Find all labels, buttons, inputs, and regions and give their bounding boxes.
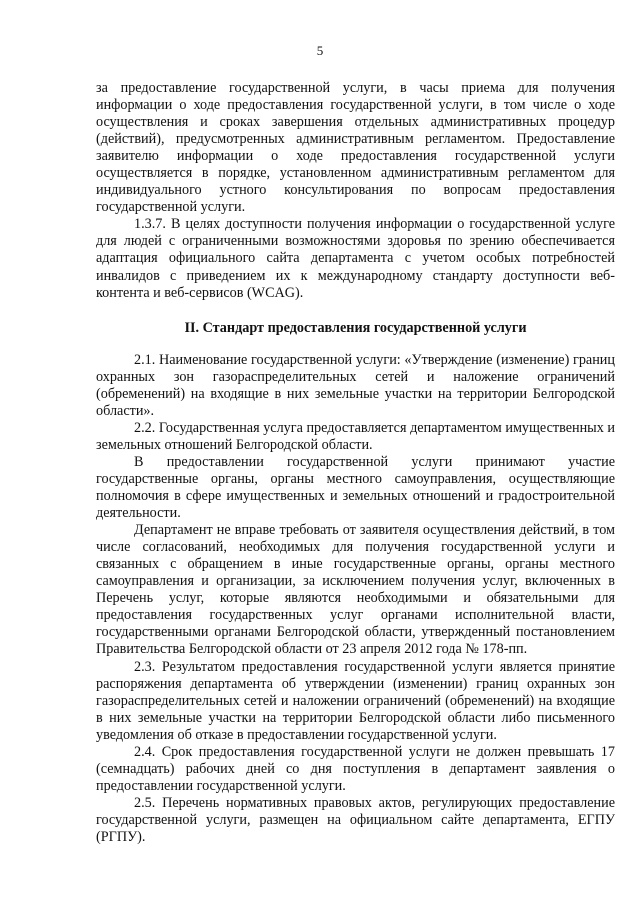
paragraph-2-5: 2.5. Перечень нормативных правовых актов, регулирующих предоставление государственной услуги, размещен на официальном сайте департамента, ЕГПУ (РГПУ). xyxy=(96,794,615,845)
section-heading: II. Стандарт предоставления государственной услуги xyxy=(184,319,527,336)
paragraph-2-4: 2.4. Срок предоставления государственной услуги не должен превышать 17 (семнадцать) рабочих дней со дня поступления в департамент заявления о предоставлении государственной услуги. xyxy=(96,743,615,794)
paragraph-continuation: за предоставление государственной услуги, в часы приема для получения информации о ходе предоставления государственной услуги, в том числе о ходе осуществления и сроках завершения отдельных административных процедур (действий), предусмотренных административным регламентом. Предоставление заявителю информации о ходе предоставления государственной услуги осуществляется в порядке, установленном административным регламентом для индивидуального устного консультирования по вопросам предоставления государственной услуги. xyxy=(96,80,615,216)
paragraph-2-3: 2.3. Результатом предоставления государственной услуги является принятие распоряжения департамента об утверждении (изменении) границ охранных зон газораспределительных сетей и наложении ограничений (обременений) на входящие в них земельные участки на территории Белгородской области либо письменного уведомления об отказе в предоставлении государственной услуги. xyxy=(96,658,615,743)
document-body xyxy=(96,80,615,846)
paragraph-1-3-7: 1.3.7. В целях доступности получения информации о государственной услуге для людей с ограниченными возможностями здоровья по зрению обеспечивается адаптация официального сайта департамента с учетом особых потребностей инвалидов с приведением их к международному стандарту доступности веб-контента и веб-сервисов (WCAG). xyxy=(96,216,615,301)
paragraph-department-restrictions: Департамент не вправе требовать от заявителя осуществления действий, в том числе согласований, необходимых для получения государственной услуги и связанных с обращением в иные государственные органы, органы местного самоуправления и организации, за исключением получения услуг, включенных в Перечень услуг, которые являются необходимыми и обязательными для предоставления государственных услуг органами исполнительной власти, государственными органами Белгородской области, утвержденный постановлением Правительства Белгородской области от 23 апреля 2012 года № 178-пп. xyxy=(96,522,615,658)
page-number: 5 xyxy=(316,43,324,58)
paragraph-2-1: 2.1. Наименование государственной услуги: «Утверждение (изменение) границ охранных зон газораспределительных сетей и наложение ограничений (обременений) на входящие в них земельные участки на территории Белгородской области». xyxy=(96,351,615,419)
paragraph-2-2: 2.2. Государственная услуга предоставляется департаментом имущественных и земельных отношений Белгородской области. xyxy=(96,419,615,453)
paragraph-participation: В предоставлении государственной услуги принимают участие государственные органы, органы местного самоуправления, осуществляющие полномочия в сфере имущественных и земельных отношений и градостроительной деятельности. xyxy=(96,453,615,522)
